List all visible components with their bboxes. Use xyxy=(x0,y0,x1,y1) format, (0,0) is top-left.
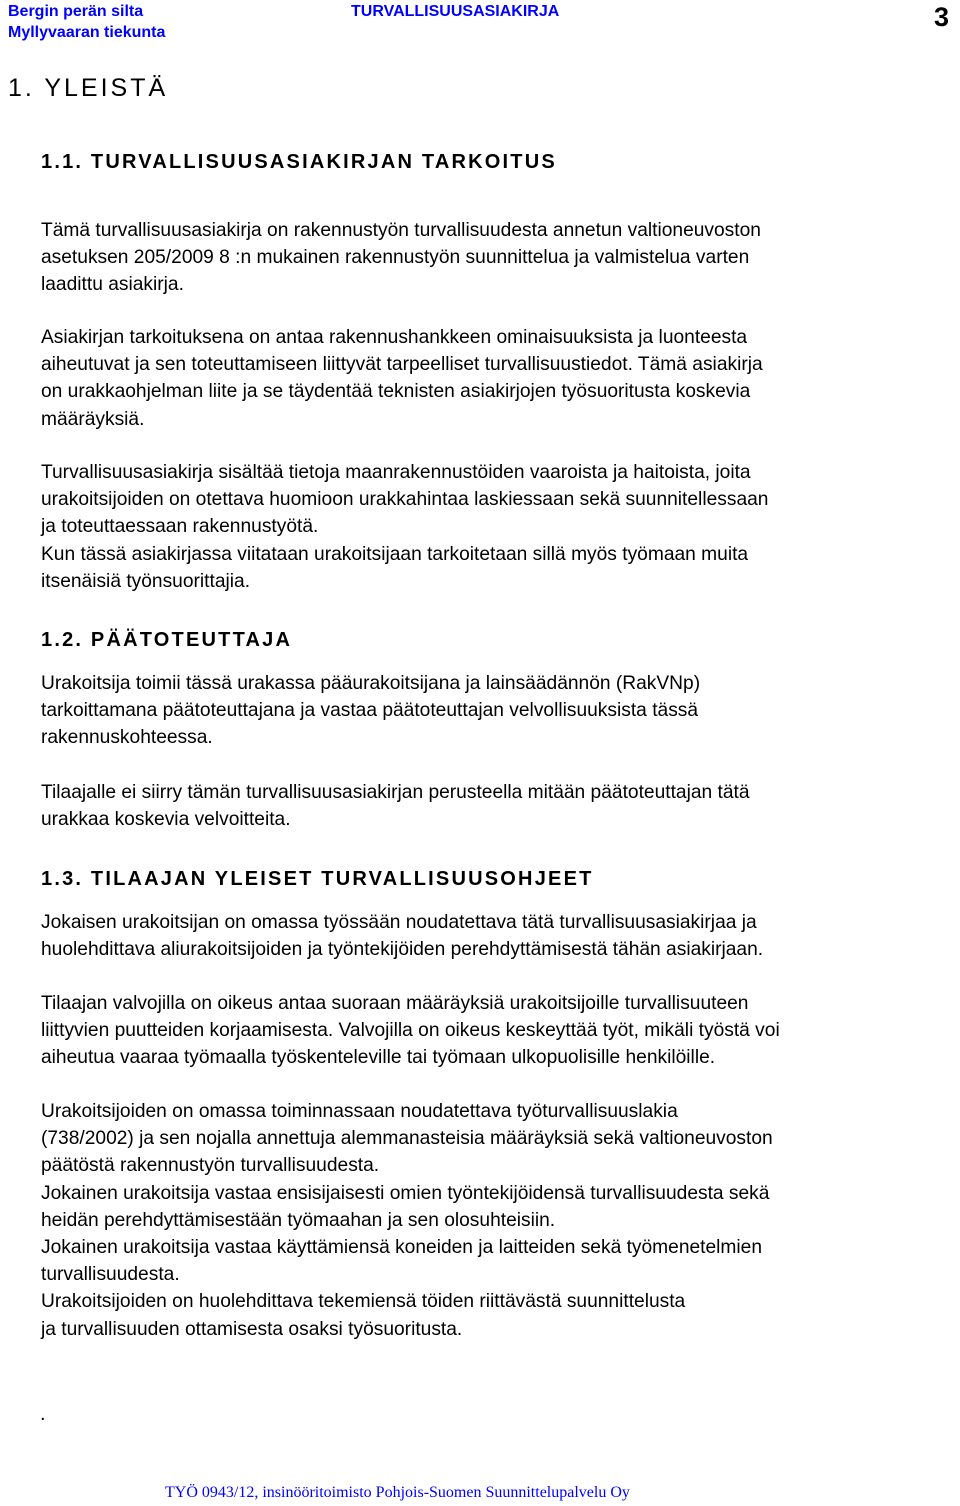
text-line: Asiakirjan tarkoituksena on antaa rakennushankkeen ominaisuuksista ja luonteesta xyxy=(41,327,748,348)
text-line: Tilaajalle ei siirry tämän turvallisuusasiakirjan perusteella mitään päätoteuttajan tätä xyxy=(41,782,750,803)
text-line: ja toteuttaessaan rakennustyötä. xyxy=(41,516,319,538)
text-line: Jokainen urakoitsija vastaa käyttämiensä koneiden ja laitteiden sekä työmenetelmien xyxy=(41,1237,763,1259)
text-line: tarkoittamana päätoteuttajana ja vastaa päätoteuttajan velvollisuuksista tässä xyxy=(41,700,699,722)
text-line: asetuksen 205/2009 8 :n mukainen rakennustyön suunnittelua ja valmistelua varten xyxy=(41,247,750,269)
text-line: Kun tässä asiakirjassa viitataan urakoitsijaan tarkoitetaan sillä myös työmaan muita xyxy=(41,543,749,565)
paragraph-paatoteuttaja-2 xyxy=(41,779,953,833)
header-document-type: TURVALLISUUSASIAKIRJA xyxy=(351,3,560,20)
paragraph-paatoteuttaja-1 xyxy=(41,670,953,752)
header-project-name: Bergin perän silta xyxy=(8,3,144,20)
text-line: liittyvien puutteiden korjaamisesta. Valvojilla on oikeus keskeyttää työt, mikäli työstä voi xyxy=(41,1020,780,1042)
text-line: aiheutua vaaraa työmaalla työskenteleville tai työmaan ulkopuolisille henkilöille. xyxy=(41,1047,716,1069)
text-line: rakennuskohteessa. xyxy=(41,727,213,749)
text-line: Tämä turvallisuusasiakirja on rakennustyön turvallisuudesta annetun valtioneuvoston xyxy=(41,220,761,241)
paragraph-ohjeet-1 xyxy=(41,909,953,963)
text-line: Jokainen urakoitsija vastaa ensisijaisesti omien työntekijöidensä turvallisuudesta sekä xyxy=(41,1182,770,1204)
paragraph-tarkoitus-2 xyxy=(41,324,953,433)
text-line: heidän perehdyttämisestään työmaahan ja sen olosuhteisiin. xyxy=(41,1209,556,1231)
text-line: Jokaisen urakoitsijan on omassa työssään noudatettava tätä turvallisuusasiakirjaa ja xyxy=(41,912,757,933)
paragraph-tarkoitus-3 xyxy=(41,459,953,595)
page-number: 3 xyxy=(934,2,950,32)
text-line: urakoitsijoiden on otettava huomioon urakkahintaa laskiessaan sekä suunnitellessaan xyxy=(41,489,769,511)
text-line: huolehdittava aliurakoitsijoiden ja työntekijöiden perehdyttämisestä tähän asiakirjaan. xyxy=(41,939,764,961)
header-client-name: Myllyvaaran tiekunta xyxy=(8,24,166,41)
text-line: turvallisuudesta. xyxy=(41,1264,180,1286)
section-heading-tarkoitus: 1.1. TURVALLISUUSASIAKIRJAN TARKOITUS xyxy=(41,151,557,173)
paragraph-ohjeet-2 xyxy=(41,990,953,1072)
text-line: ja turvallisuuden ottamisesta osaksi työsuoritusta. xyxy=(41,1318,463,1340)
text-line: Urakoitsijoiden on huolehdittava tekemiensä töiden riittävästä suunnittelusta xyxy=(41,1291,686,1313)
page-footer: TYÖ 0943/12, insinööritoimisto Pohjois-Suomen Suunnittelupalvelu Oy xyxy=(165,1484,630,1501)
text-line: itsenäisiä työnsuorittajia. xyxy=(41,570,251,592)
section-heading-turvallisuusohjeet: 1.3. TILAAJAN YLEISET TURVALLISUUSOHJEET xyxy=(41,868,594,890)
text-line: Turvallisuusasiakirja sisältää tietoja maanrakennustöiden vaaroista ja haitoista, joita xyxy=(41,462,751,483)
text-line: aiheutuvat ja sen toteuttamiseen liittyvät tarpeelliset turvallisuustiedot. Tämä asiakirja xyxy=(41,354,763,376)
text-line: Urakoitsija toimii tässä urakassa pääurakoitsijana ja lainsäädännön (RakVNp) xyxy=(41,673,701,694)
paragraph-ohjeet-3 xyxy=(41,1098,953,1343)
trailing-period: . xyxy=(40,1403,46,1425)
text-line: Tilaajan valvojilla on oikeus antaa suoraan määräyksiä urakoitsijoille turvallisuuteen xyxy=(41,993,749,1014)
section-heading-paatoteuttaja: 1.2. PÄÄTOTEUTTAJA xyxy=(41,629,293,651)
text-line: määräyksiä. xyxy=(41,408,145,430)
text-line: on urakkaohjelman liite ja se täydentää teknisten asiakirjojen työsuoritusta koskevia xyxy=(41,381,751,403)
text-line: urakkaa koskevia velvoitteita. xyxy=(41,809,291,831)
paragraph-tarkoitus-1 xyxy=(41,217,953,299)
text-line: (738/2002) ja sen nojalla annettuja alemmanasteisia määräyksiä sekä valtioneuvoston xyxy=(41,1128,773,1150)
text-line: päätöstä rakennustyön turvallisuudesta. xyxy=(41,1155,380,1177)
section-heading-yleista: 1. YLEISTÄ xyxy=(8,74,169,102)
text-line: laadittu asiakirja. xyxy=(41,274,184,296)
text-line: Urakoitsijoiden on omassa toiminnassaan noudatettava työturvallisuuslakia xyxy=(41,1101,678,1122)
